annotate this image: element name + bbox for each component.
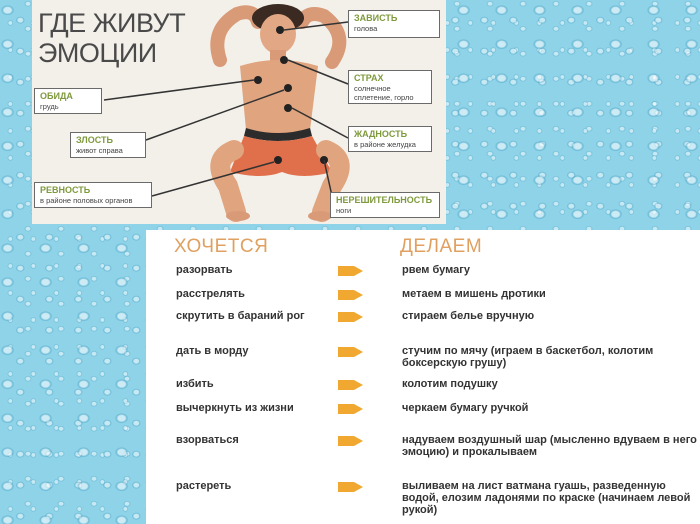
label-envy-title: ЗАВИСТЬ [354,13,398,23]
arrow-right-icon [338,289,364,301]
row-want: расстрелять [176,288,245,300]
arrow-right-icon [338,346,364,358]
emotions-body-infographic [32,0,446,224]
label-anger-title: ЗЛОСТЬ [76,135,113,145]
arrow-right-icon [338,435,364,447]
want-do-table [146,230,700,524]
arrow-right-icon [338,311,364,323]
label-fear-sub: солнечное сплетение, горло [354,84,414,102]
row-do: надуваем воздушный шар (мысленно вдуваем в него эмоцию) и прокалываем [402,434,697,458]
label-fear [348,70,432,104]
row-do: выливаем на лист ватмана гуашь, разведенную водой, елозим ладонями по краске (начинаем левой рукой) [402,480,691,516]
label-greed [348,126,432,152]
row-do: колотим подушку [402,378,498,390]
row-want: растереть [176,480,232,492]
label-envy [348,10,440,38]
label-anger [70,132,146,158]
title-line-2: ЭМОЦИИ [38,38,157,68]
title-line-1: ГДЕ ЖИВУТ [38,8,186,38]
label-jealousy-sub: в районе половых органов [40,196,133,205]
label-greed-title: ЖАДНОСТЬ [354,129,408,139]
row-want: дать в морду [176,345,249,357]
label-indecision [330,192,440,218]
label-envy-sub: голова [354,24,378,33]
label-greed-sub: в районе желудка [354,140,416,149]
row-want: избить [176,378,214,390]
label-resentment-sub: грудь [40,102,59,111]
row-do: черкаем бумагу ручкой [402,402,529,414]
label-jealousy [34,182,152,208]
arrow-right-icon [338,403,364,415]
row-want: разорвать [176,264,233,276]
row-do: стучим по мячу (играем в баскетбол, колотим боксерскую грушу) [402,345,654,369]
label-fear-title: СТРАХ [354,73,384,83]
column-header-want: ХОЧЕТСЯ [174,236,269,257]
label-indecision-sub: ноги [336,206,352,215]
row-want: взорваться [176,434,239,446]
arrow-right-icon [338,379,364,391]
row-do: рвем бумагу [402,264,470,276]
label-anger-sub: живот справа [76,146,123,155]
label-resentment [34,88,102,114]
column-header-do: ДЕЛАЕМ [400,236,483,257]
row-do: стираем белье вручную [402,310,535,322]
arrow-right-icon [338,265,364,277]
label-jealousy-title: РЕВНОСТЬ [40,185,91,195]
arrow-right-icon [338,481,364,493]
label-indecision-title: НЕРЕШИТЕЛЬНОСТЬ [336,195,433,205]
row-want: скрутить в бараний рог [176,310,305,322]
row-do: метаем в мишень дротики [402,288,546,300]
label-resentment-title: ОБИДА [40,91,73,101]
row-want: вычеркнуть из жизни [176,402,294,414]
